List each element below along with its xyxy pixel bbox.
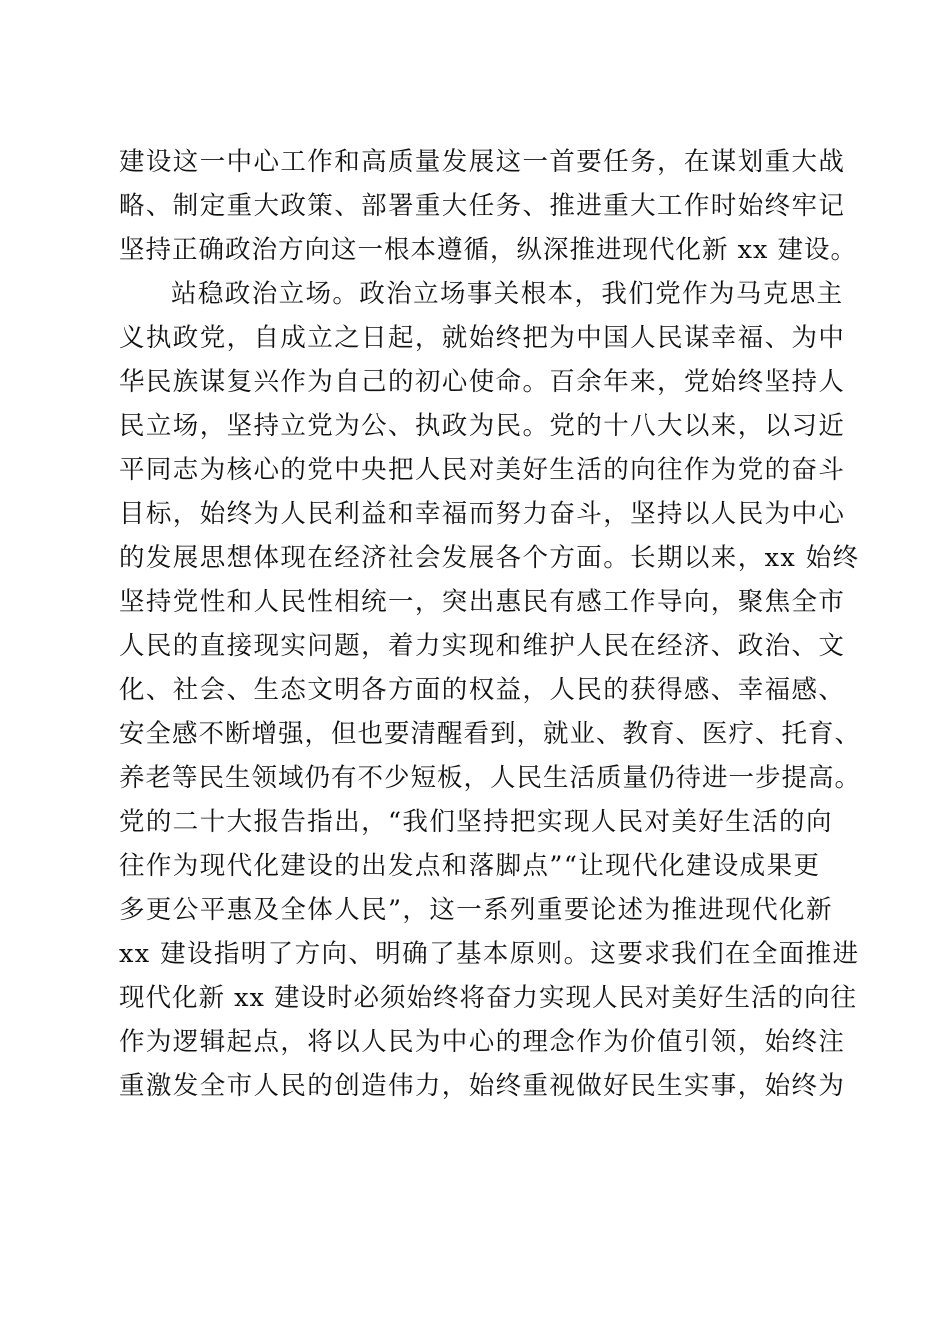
text-line-17: 往作为现代化建设的出发点和落脚点”“让现代化建设成果更 [119, 851, 821, 881]
text-line-14: 安全感不断增强，但也要清醒看到，就业、教育、医疗、托育、 [119, 719, 862, 749]
text-line-6: 华民族谋复兴作为自己的初心使命。百余年来，党始终坚持人 [119, 367, 846, 397]
body-text [119, 140, 862, 1108]
text-line-20: 现代化新 xx 建设时必须始终将奋力实现人民对美好生活的向往 [119, 983, 857, 1013]
text-line-13: 化、社会、生态文明各方面的权益，人民的获得感、幸福感、 [119, 675, 846, 705]
text-line-11: 坚持党性和人民性相统一，突出惠民有感工作导向，聚焦全市 [119, 587, 846, 617]
text-line-1: 建设这一中心工作和高质量发展这一首要任务，在谋划重大战 [119, 147, 846, 177]
text-line-18: 多更公平惠及全体人民”，这一系列重要论述为推进现代化新 [119, 895, 833, 925]
text-line-8: 平同志为核心的党中央把人民对美好生活的向往作为党的奋斗 [119, 455, 846, 485]
text-line-2: 略、制定重大政策、部署重大任务、推进重大工作时始终牢记 [119, 191, 846, 221]
paragraph-start-line: 站稳政治立场。政治立场事关根本，我们党作为马克思主 [171, 279, 844, 309]
text-line-16: 党的二十大报告指出，“我们坚持把实现人民对美好生活的向 [119, 807, 833, 837]
text-line-9: 目标，始终为人民利益和幸福而努力奋斗，坚持以人民为中心 [119, 499, 846, 529]
text-line-19: xx 建设指明了方向、明确了基本原则。这要求我们在全面推进 [119, 939, 860, 969]
text-line-10: 的发展思想体现在经济社会发展各个方面。长期以来，xx 始终 [119, 543, 860, 573]
text-line-21: 作为逻辑起点，将以人民为中心的理念作为价值引领，始终注 [119, 1027, 846, 1057]
text-line-5: 义执政党，自成立之日起，就始终把为中国人民谋幸福、为中 [119, 323, 846, 353]
text-line-12: 人民的直接现实问题，着力实现和维护人民在经济、政治、文 [119, 631, 846, 661]
text-line-3: 坚持正确政治方向这一根本遵循，纵深推进现代化新 xx 建设。 [119, 235, 857, 265]
text-line-15: 养老等民生领域仍有不少短板，人民生活质量仍待进一步提高。 [119, 763, 862, 793]
text-line-22: 重激发全市人民的创造伟力，始终重视做好民生实事，始终为 [119, 1071, 846, 1101]
text-line-7: 民立场，坚持立党为公、执政为民。党的十八大以来，以习近 [119, 411, 846, 441]
